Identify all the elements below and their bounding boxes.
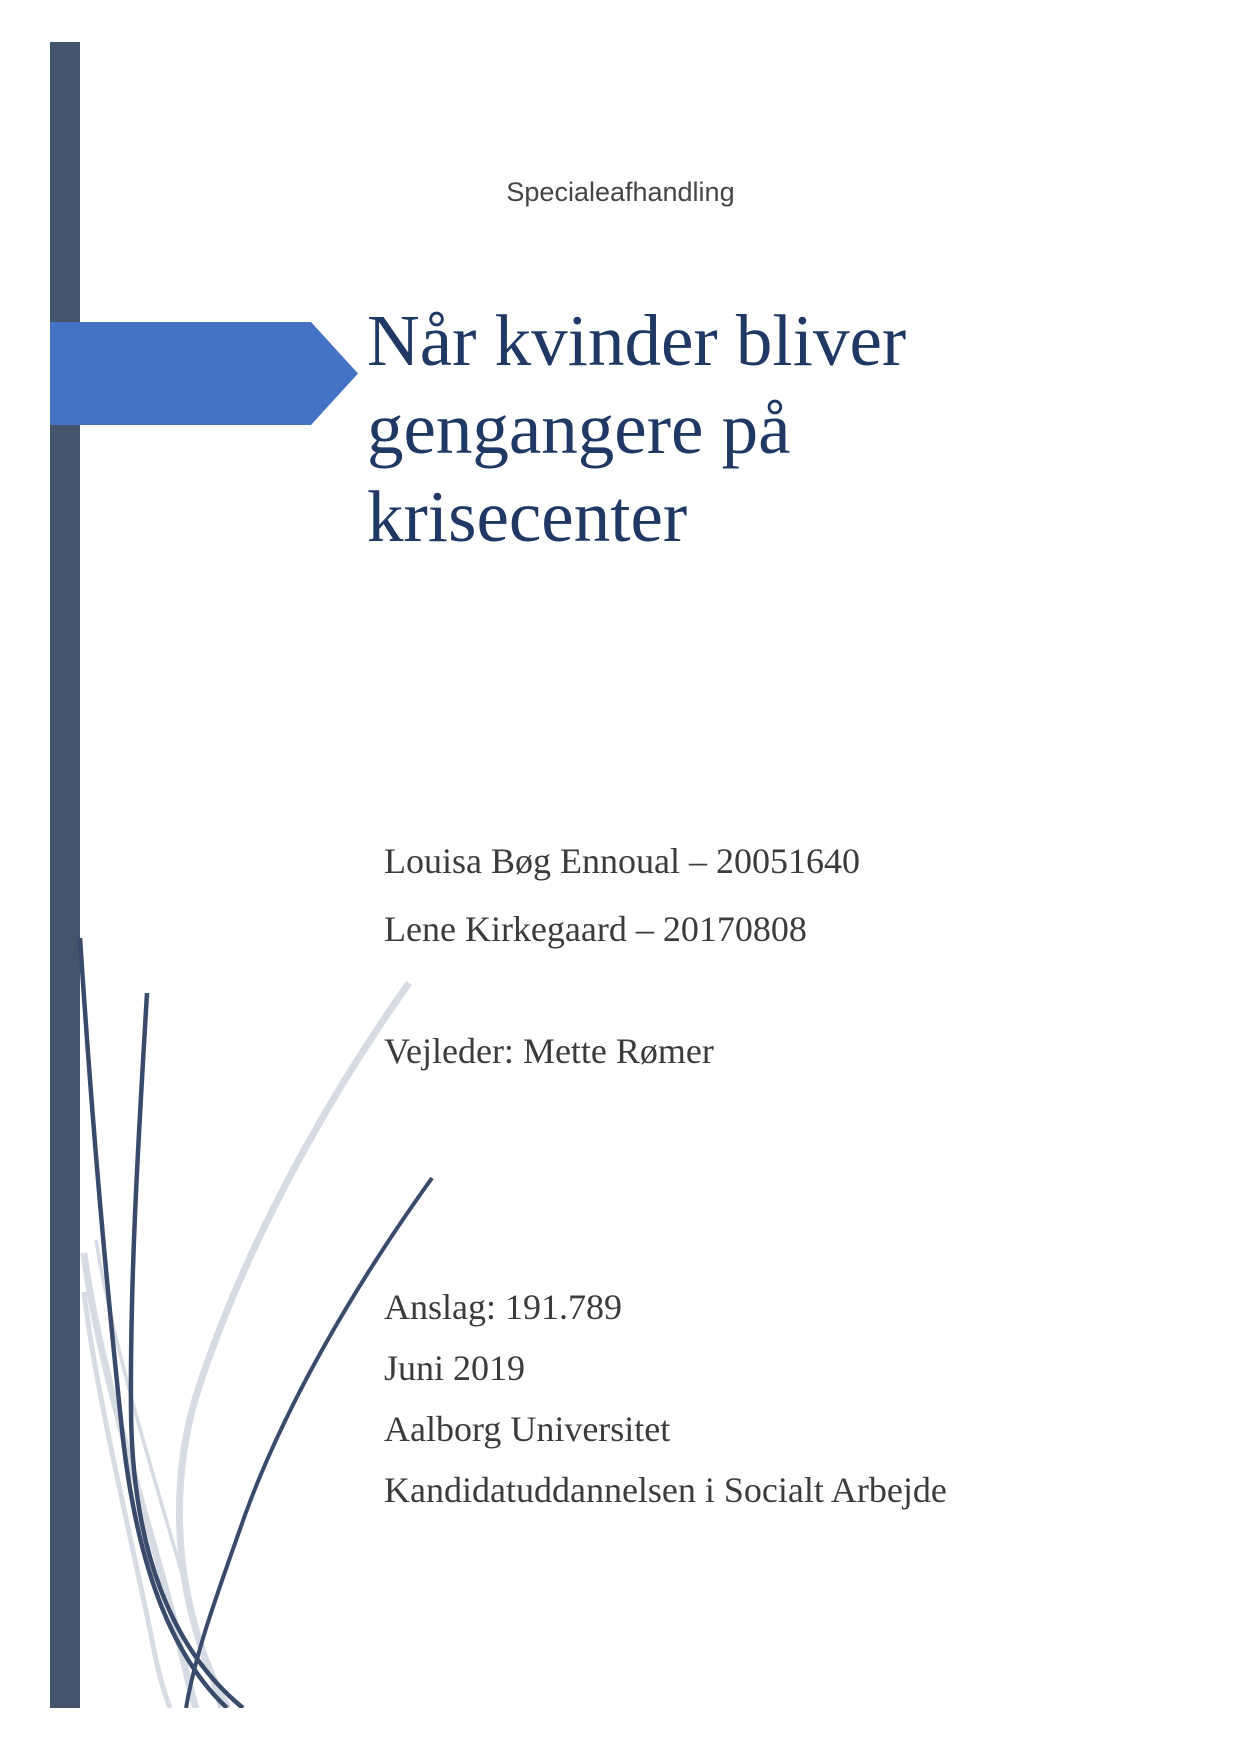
detail-line-university: Aalborg Universitet <box>384 1409 671 1449</box>
decorative-curve-gray-fan-2 <box>84 1292 170 1708</box>
detail-line-programme: Kandidatuddannelsen i Socialt Arbejde <box>384 1470 947 1510</box>
author-line-2: Lene Kirkegaard – 20170808 <box>384 909 807 949</box>
decorative-curve-dark-2 <box>131 993 243 1708</box>
doc-type-label: Specialeafhandling <box>506 177 735 207</box>
left-vertical-bar <box>50 42 80 1708</box>
detail-line-anslag: Anslag: 191.789 <box>384 1287 622 1327</box>
authors-block <box>384 827 1084 963</box>
title-line-3: krisecenter <box>367 476 688 557</box>
decorative-curve-dark-1 <box>80 938 227 1708</box>
details-block <box>384 1277 1144 1521</box>
page-title <box>367 297 967 561</box>
title-line-2: gengangere på <box>367 388 791 469</box>
decorative-curve-gray-fan-3 <box>96 1240 220 1708</box>
supervisor-line: Vejleder: Mette Rømer <box>384 1031 714 1071</box>
decorative-curve-gray-fan-1 <box>84 1253 196 1708</box>
decorative-curve-gray-long <box>179 983 409 1708</box>
detail-line-date: Juni 2019 <box>384 1348 526 1388</box>
title-arrow-shape <box>50 322 358 425</box>
author-line-1: Louisa Bøg Ennoual – 20051640 <box>384 841 860 881</box>
title-line-1: Når kvinder bliver <box>367 300 907 381</box>
